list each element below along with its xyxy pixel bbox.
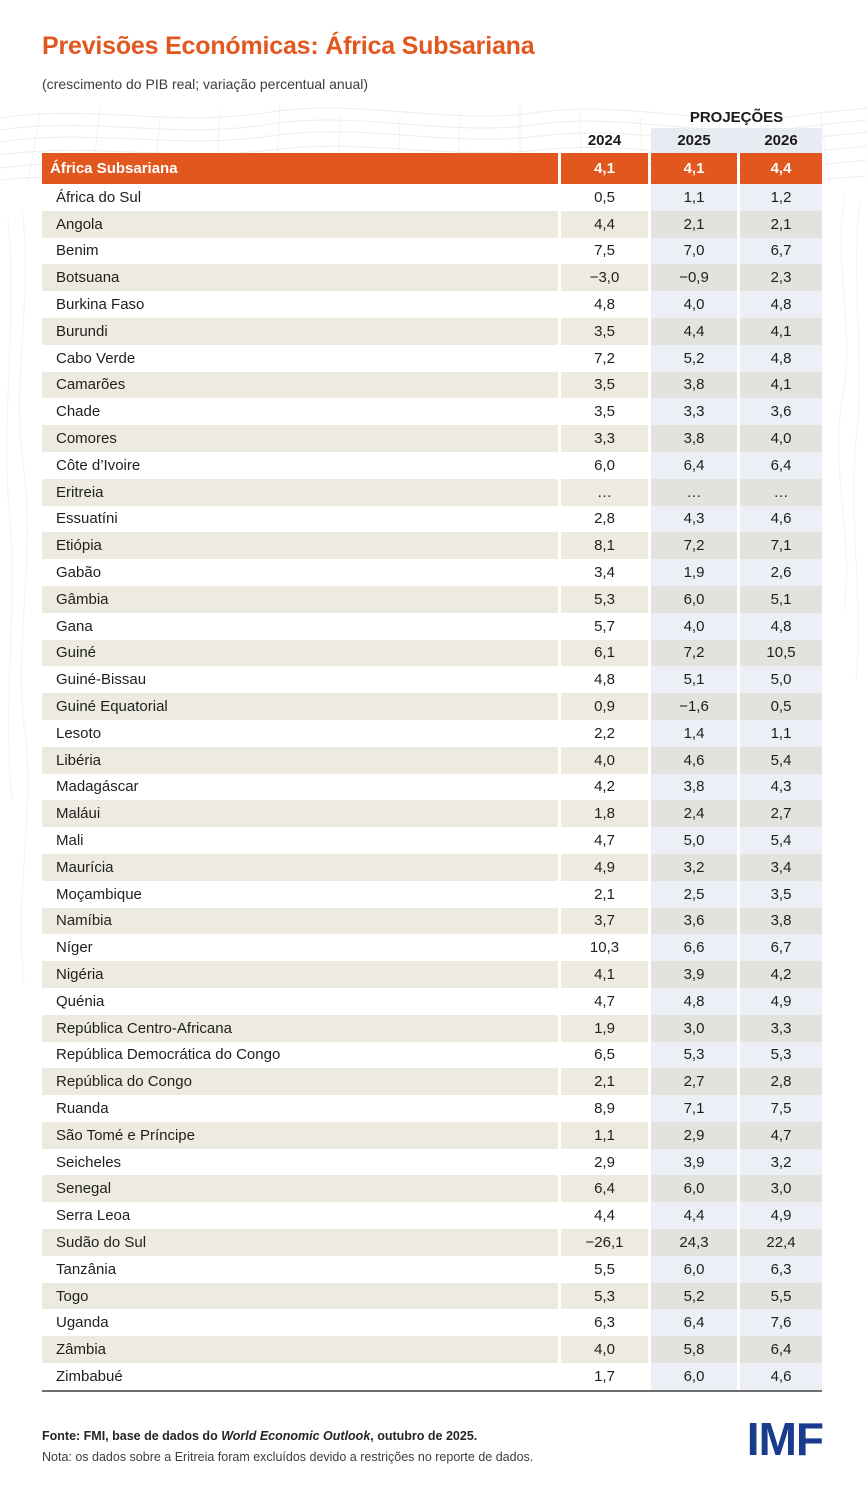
value-2024: 6,4 xyxy=(561,1175,648,1202)
country-name: Guiné-Bissau xyxy=(56,671,147,689)
value-2026: 2,6 xyxy=(740,559,822,586)
table-row xyxy=(42,1283,822,1310)
country-name: São Tomé e Príncipe xyxy=(42,1122,558,1149)
table-row xyxy=(42,1256,822,1283)
country-name: Botsuana xyxy=(42,264,558,291)
country-name: Maláui xyxy=(42,800,558,827)
value-2024: 1,7 xyxy=(594,1367,615,1385)
table-row xyxy=(42,1149,822,1176)
table-row xyxy=(42,666,822,693)
table-row xyxy=(42,613,822,640)
table-row xyxy=(42,264,822,291)
value-2026: 3,8 xyxy=(740,908,822,935)
country-name: Madagáscar xyxy=(56,778,139,796)
value-2026: 6,4 xyxy=(740,1336,822,1363)
value-2026: 2,8 xyxy=(740,1068,822,1095)
value-2025: −0,9 xyxy=(651,264,737,291)
table-row xyxy=(42,372,822,399)
projections-header-row xyxy=(42,106,822,128)
page-title: Previsões Económicas: África Subsariana xyxy=(42,32,535,60)
value-2026: 2,3 xyxy=(740,264,822,291)
country-name: Níger xyxy=(56,939,93,957)
value-2024: 3,5 xyxy=(561,372,648,399)
value-2024: 3,5 xyxy=(594,403,615,421)
region-value-2024: 4,1 xyxy=(561,153,648,184)
value-2025: 7,2 xyxy=(651,532,737,559)
country-name: Maurícia xyxy=(42,854,558,881)
value-2024: 6,1 xyxy=(561,640,648,667)
value-2025: 3,2 xyxy=(651,854,737,881)
country-name: Guiné Equatorial xyxy=(42,693,558,720)
value-2024: 5,3 xyxy=(561,1283,648,1310)
value-2024: 3,4 xyxy=(594,564,615,582)
value-2024: 2,9 xyxy=(594,1153,615,1171)
table-row xyxy=(42,934,822,961)
value-2026: 7,5 xyxy=(740,1095,822,1122)
value-2024: 1,8 xyxy=(561,800,648,827)
country-name: Cabo Verde xyxy=(56,349,136,367)
value-2024: 6,5 xyxy=(594,1046,615,1064)
value-2024: 3,5 xyxy=(561,318,648,345)
table-row xyxy=(42,1229,822,1256)
value-2025: 5,1 xyxy=(651,666,737,693)
country-name: Tanzânia xyxy=(56,1260,117,1278)
table-row xyxy=(42,800,822,827)
value-2024: 2,1 xyxy=(561,1068,648,1095)
year-header-empty-cell xyxy=(42,128,558,153)
country-name: Quénia xyxy=(56,992,105,1010)
value-2026: 3,2 xyxy=(740,1149,822,1176)
country-name: Burkina Faso xyxy=(56,296,145,314)
year-2024-header: 2024 xyxy=(587,132,622,149)
country-name: Moçambique xyxy=(56,885,142,903)
country-name: Namíbia xyxy=(42,908,558,935)
value-2026: 6,7 xyxy=(740,238,822,265)
value-2025: 7,1 xyxy=(651,1095,737,1122)
country-name: República do Congo xyxy=(42,1068,558,1095)
table-row xyxy=(42,1202,822,1229)
country-name: Zimbabué xyxy=(56,1367,123,1385)
value-2025: 4,4 xyxy=(651,318,737,345)
country-name: Essuatíni xyxy=(56,510,118,528)
value-2024: 6,3 xyxy=(594,1314,615,1332)
value-2025: 24,3 xyxy=(651,1229,737,1256)
country-name: Côte d’Ivoire xyxy=(56,456,141,474)
value-2026: 6,4 xyxy=(740,452,822,479)
source-prefix: Fonte: FMI, base de dados do xyxy=(42,1429,222,1443)
table-row xyxy=(42,532,822,559)
value-2024: 4,0 xyxy=(561,1336,648,1363)
value-2024: 4,0 xyxy=(561,747,648,774)
value-2025: 5,2 xyxy=(651,345,737,372)
value-2024: 4,8 xyxy=(594,296,615,314)
source-suffix: , outubro de 2025. xyxy=(370,1429,478,1443)
table-row xyxy=(42,425,822,452)
value-2025: 2,7 xyxy=(651,1068,737,1095)
value-2025: 7,0 xyxy=(651,238,737,265)
country-name: Lesoto xyxy=(56,724,102,742)
value-2025: 2,1 xyxy=(651,211,737,238)
value-2025: 2,4 xyxy=(651,800,737,827)
value-2026: 4,9 xyxy=(740,1202,822,1229)
table-row xyxy=(42,479,822,506)
table-row xyxy=(42,881,822,908)
value-2025: 3,8 xyxy=(651,425,737,452)
value-2024: 2,1 xyxy=(594,885,615,903)
value-2024: 3,7 xyxy=(561,908,648,935)
value-2024: 10,3 xyxy=(589,939,620,957)
value-2024: −3,0 xyxy=(561,264,648,291)
country-name: Angola xyxy=(42,211,558,238)
value-2024: 2,2 xyxy=(594,724,615,742)
value-2025: 3,6 xyxy=(651,908,737,935)
table-row xyxy=(42,640,822,667)
country-name: Camarões xyxy=(42,372,558,399)
table-body xyxy=(42,184,822,1390)
value-2026: 2,1 xyxy=(740,211,822,238)
value-2024: 3,3 xyxy=(561,425,648,452)
value-2025: 4,6 xyxy=(651,747,737,774)
table-row xyxy=(42,961,822,988)
value-2024: 7,2 xyxy=(594,349,615,367)
value-2026: 4,0 xyxy=(740,425,822,452)
value-2026: 4,8 xyxy=(740,291,822,318)
value-2026: 4,6 xyxy=(740,1363,822,1390)
country-name: Chade xyxy=(56,403,101,421)
table-row xyxy=(42,1309,822,1336)
table-row xyxy=(42,1095,822,1122)
source-publication: World Economic Outlook xyxy=(221,1429,371,1443)
country-name: Mali xyxy=(56,832,84,850)
value-2025: 4,0 xyxy=(651,613,737,640)
value-2024: 2,8 xyxy=(594,510,615,528)
value-2024: 4,8 xyxy=(594,671,615,689)
value-2025: 6,0 xyxy=(651,1256,737,1283)
value-2025: 5,0 xyxy=(651,827,737,854)
country-name: Sudão do Sul xyxy=(42,1229,558,1256)
region-value-2026: 4,4 xyxy=(740,153,822,184)
country-name: Libéria xyxy=(42,747,558,774)
value-2025: 6,0 xyxy=(651,586,737,613)
country-name: Gâmbia xyxy=(42,586,558,613)
value-2026: 3,4 xyxy=(740,854,822,881)
value-2025: 5,8 xyxy=(651,1336,737,1363)
table-row xyxy=(42,1122,822,1149)
value-2024: 4,4 xyxy=(561,211,648,238)
value-2025: 4,8 xyxy=(651,988,737,1015)
forecast-table xyxy=(42,106,822,1392)
value-2026: 22,4 xyxy=(740,1229,822,1256)
table-row xyxy=(42,1042,822,1069)
value-2024: 4,9 xyxy=(561,854,648,881)
table-row xyxy=(42,693,822,720)
value-2026: 5,4 xyxy=(740,827,822,854)
table-row xyxy=(42,211,822,238)
value-2024: 5,3 xyxy=(561,586,648,613)
value-2026: 5,0 xyxy=(740,666,822,693)
value-2025: 4,4 xyxy=(651,1202,737,1229)
page-subtitle: (crescimento do PIB real; variação percentual anual) xyxy=(42,76,369,92)
source-line xyxy=(42,1429,662,1443)
year-2025-header: 2025 xyxy=(651,128,737,153)
value-2024: 5,7 xyxy=(594,617,615,635)
value-2024: 6,0 xyxy=(594,456,615,474)
table-row xyxy=(42,184,822,211)
value-2024: 4,2 xyxy=(594,778,615,796)
value-2025: 2,5 xyxy=(651,881,737,908)
value-2026: 4,7 xyxy=(740,1122,822,1149)
value-2024: 0,9 xyxy=(561,693,648,720)
table-row-region-total xyxy=(42,153,822,184)
value-2026: 3,0 xyxy=(740,1175,822,1202)
value-2026: 4,3 xyxy=(740,774,822,801)
country-name: Eritreia xyxy=(42,479,558,506)
value-2026: 6,3 xyxy=(740,1256,822,1283)
table-row xyxy=(42,908,822,935)
value-2026: 3,3 xyxy=(740,1015,822,1042)
table-row xyxy=(42,345,822,372)
value-2026: … xyxy=(740,479,822,506)
value-2025: 1,1 xyxy=(651,184,737,211)
note-line: Nota: os dados sobre a Eritreia foram excluídos devido a restrições no reporte de dados. xyxy=(42,1450,534,1464)
value-2026: 4,1 xyxy=(740,372,822,399)
value-2025: 1,9 xyxy=(651,559,737,586)
country-name: Burundi xyxy=(42,318,558,345)
value-2025: 1,4 xyxy=(651,720,737,747)
value-2026: 4,9 xyxy=(740,988,822,1015)
value-2025: 6,4 xyxy=(651,1309,737,1336)
country-name: Senegal xyxy=(42,1175,558,1202)
value-2024: −26,1 xyxy=(561,1229,648,1256)
table-row xyxy=(42,988,822,1015)
table-row xyxy=(42,559,822,586)
value-2026: 2,7 xyxy=(740,800,822,827)
value-2025: −1,6 xyxy=(651,693,737,720)
table-row xyxy=(42,238,822,265)
value-2025: 6,0 xyxy=(651,1363,737,1390)
country-name: Gabão xyxy=(56,564,102,582)
table-row xyxy=(42,586,822,613)
value-2026: 10,5 xyxy=(740,640,822,667)
table-row xyxy=(42,506,822,533)
value-2025: 6,4 xyxy=(651,452,737,479)
value-2024: 7,5 xyxy=(594,242,615,260)
value-2025: 6,6 xyxy=(651,934,737,961)
year-header-row xyxy=(42,128,822,153)
value-2026: 6,7 xyxy=(740,934,822,961)
value-2026: 5,3 xyxy=(740,1042,822,1069)
value-2026: 1,1 xyxy=(740,720,822,747)
value-2026: 4,1 xyxy=(740,318,822,345)
value-2026: 1,2 xyxy=(740,184,822,211)
projections-label: PROJEÇÕES xyxy=(689,108,784,126)
country-name: República Centro-Africana xyxy=(42,1015,558,1042)
value-2025: 4,3 xyxy=(651,506,737,533)
value-2025: 4,0 xyxy=(651,291,737,318)
value-2025: 3,3 xyxy=(651,398,737,425)
value-2024: 4,7 xyxy=(594,832,615,850)
footer xyxy=(42,1429,662,1464)
table-row xyxy=(42,827,822,854)
region-name: África Subsariana xyxy=(42,153,558,184)
value-2024: 1,9 xyxy=(561,1015,648,1042)
value-2026: 5,5 xyxy=(740,1283,822,1310)
value-2025: 3,9 xyxy=(651,961,737,988)
value-2025: … xyxy=(651,479,737,506)
value-2025: 3,0 xyxy=(651,1015,737,1042)
value-2026: 5,4 xyxy=(740,747,822,774)
value-2024: 5,5 xyxy=(594,1260,615,1278)
country-name: África do Sul xyxy=(56,188,142,206)
value-2026: 0,5 xyxy=(740,693,822,720)
value-2024: … xyxy=(561,479,648,506)
value-2024: 0,5 xyxy=(594,188,615,206)
value-2024: 8,9 xyxy=(594,1099,615,1117)
country-name: Benim xyxy=(56,242,99,260)
table-row xyxy=(42,291,822,318)
country-name: Zâmbia xyxy=(42,1336,558,1363)
country-name: Gana xyxy=(56,617,93,635)
value-2024: 8,1 xyxy=(561,532,648,559)
country-name: Etiópia xyxy=(42,532,558,559)
table-row xyxy=(42,747,822,774)
table-row xyxy=(42,1363,822,1390)
region-value-2025: 4,1 xyxy=(651,153,737,184)
table-row xyxy=(42,1015,822,1042)
table-row xyxy=(42,1175,822,1202)
table-row xyxy=(42,720,822,747)
value-2025: 5,2 xyxy=(651,1283,737,1310)
table-row xyxy=(42,398,822,425)
value-2026: 4,8 xyxy=(740,613,822,640)
value-2025: 3,9 xyxy=(651,1149,737,1176)
value-2026: 7,6 xyxy=(740,1309,822,1336)
value-2026: 4,6 xyxy=(740,506,822,533)
country-name: Serra Leoa xyxy=(56,1207,131,1225)
country-name: Ruanda xyxy=(56,1099,109,1117)
table-row xyxy=(42,1068,822,1095)
value-2024: 1,1 xyxy=(561,1122,648,1149)
country-name: Uganda xyxy=(56,1314,109,1332)
value-2024: 4,4 xyxy=(594,1207,615,1225)
table-row xyxy=(42,1336,822,1363)
country-name: Seicheles xyxy=(56,1153,122,1171)
value-2025: 6,0 xyxy=(651,1175,737,1202)
value-2026: 7,1 xyxy=(740,532,822,559)
value-2025: 2,9 xyxy=(651,1122,737,1149)
value-2024: 4,1 xyxy=(561,961,648,988)
value-2026: 4,8 xyxy=(740,345,822,372)
country-name: Guiné xyxy=(42,640,558,667)
table-row xyxy=(42,854,822,881)
table-row xyxy=(42,452,822,479)
value-2025: 3,8 xyxy=(651,372,737,399)
value-2025: 3,8 xyxy=(651,774,737,801)
value-2026: 3,5 xyxy=(740,881,822,908)
table-row xyxy=(42,774,822,801)
table-row xyxy=(42,318,822,345)
value-2025: 7,2 xyxy=(651,640,737,667)
value-2026: 5,1 xyxy=(740,586,822,613)
year-2026-header: 2026 xyxy=(740,128,822,153)
imf-logo: IMF xyxy=(746,1413,823,1465)
value-2026: 3,6 xyxy=(740,398,822,425)
country-name: Togo xyxy=(42,1283,558,1310)
country-name: Nigéria xyxy=(42,961,558,988)
value-2026: 4,2 xyxy=(740,961,822,988)
country-name: Comores xyxy=(42,425,558,452)
value-2024: 4,7 xyxy=(594,992,615,1010)
country-name: República Democrática do Congo xyxy=(56,1046,281,1064)
value-2025: 5,3 xyxy=(651,1042,737,1069)
